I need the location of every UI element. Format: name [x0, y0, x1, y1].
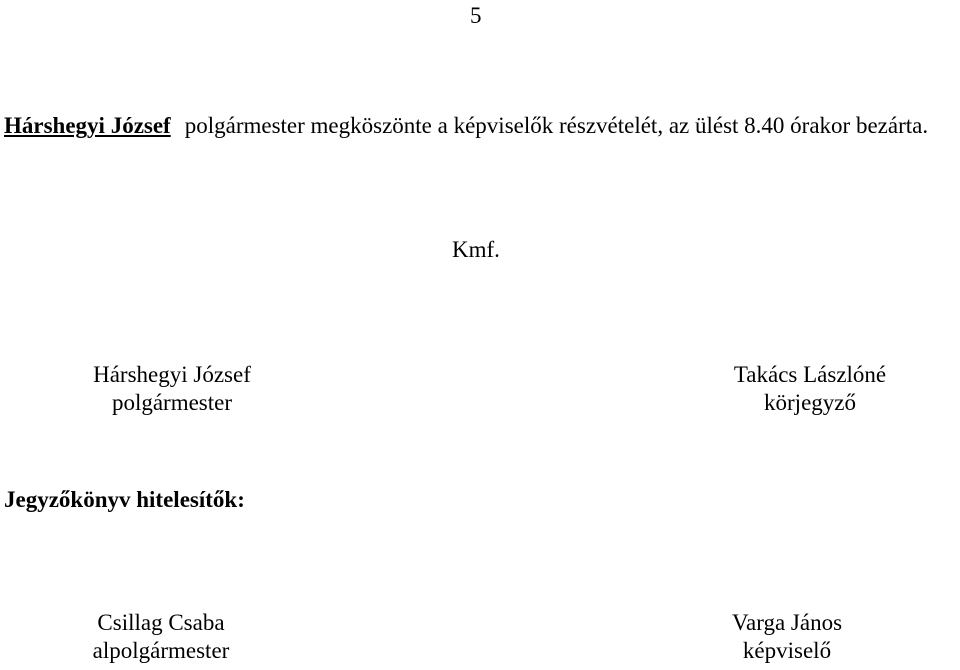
signatory-role: polgármester — [111, 390, 233, 415]
closing-speaker: Hárshegyi József — [4, 113, 171, 138]
signatory-name: Takács Lászlóné — [733, 362, 887, 387]
signature-notary — [678, 361, 942, 417]
closing-text: polgármester megköszönte a képviselők részvételét, az ülést 8.40 órakor bezárta. — [184, 113, 929, 138]
authenticator-name: Varga János — [731, 610, 843, 635]
signatory-role: körjegyző — [764, 390, 856, 415]
authenticator-role: képviselő — [742, 638, 832, 663]
kmf-label: Kmf. — [452, 237, 500, 262]
authenticator-name: Csillag Csaba — [97, 610, 225, 635]
signatory-name: Hárshegyi József — [93, 362, 251, 387]
authenticators-heading: Jegyzőkönyv hitelesítők: — [4, 487, 245, 512]
authenticator-deputy-mayor — [40, 609, 282, 665]
authenticator-role: alpolgármester — [92, 638, 230, 663]
authenticator-representative — [676, 609, 898, 665]
signature-mayor — [40, 361, 304, 417]
page-number: 5 — [470, 3, 482, 28]
closing-paragraph — [4, 112, 954, 140]
